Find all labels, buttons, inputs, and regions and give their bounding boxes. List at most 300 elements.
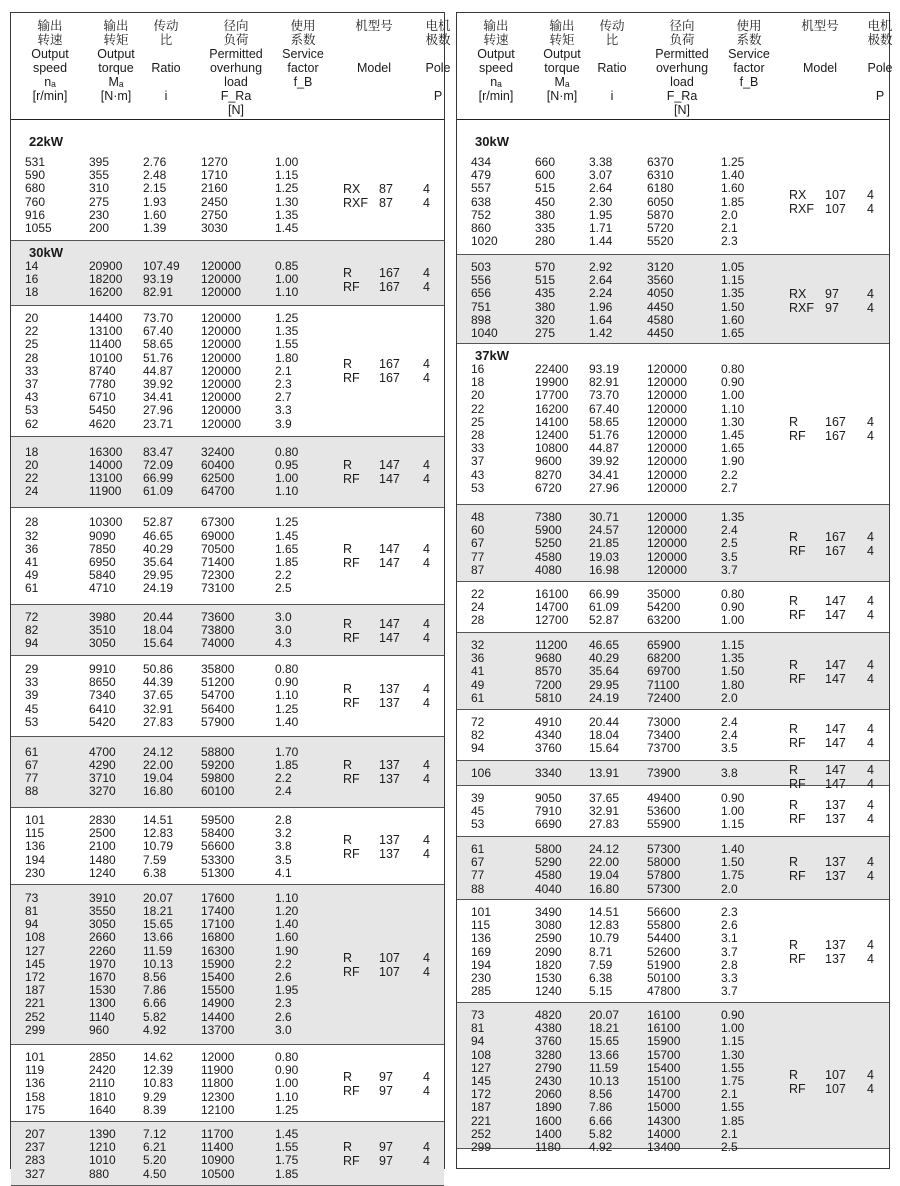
- load-cell: 58800: [201, 744, 235, 759]
- load-cell: 17600: [201, 890, 235, 905]
- torque-cell: 1640: [89, 1102, 116, 1117]
- load-cell: 17100: [201, 917, 235, 932]
- model-size: 167: [825, 544, 846, 558]
- ratio-cell: 15.65: [143, 917, 174, 932]
- factor-cell: 0.90: [275, 1063, 299, 1078]
- factor-cell: 1.20: [275, 904, 299, 919]
- ratio-cell: 66.99: [589, 587, 620, 601]
- load-cell: 57300: [647, 881, 681, 896]
- torque-cell: 8650: [89, 675, 116, 690]
- torque-cell: 1530: [535, 970, 562, 985]
- power-section: [11, 241, 444, 306]
- header-load: 径向 负荷 Permitted overhung load F_Ra [N]: [209, 19, 263, 117]
- torque-cell: 14400: [89, 311, 123, 325]
- ratio-cell: 2.64: [589, 273, 613, 288]
- table-row: [11, 338, 444, 351]
- model-size: 167: [379, 265, 400, 280]
- speed-cell: 590: [25, 168, 46, 183]
- torque-cell: 16300: [89, 444, 123, 459]
- factor-cell: 1.10: [275, 1089, 299, 1104]
- header-pole: 电机 极数 Pole P: [867, 19, 893, 103]
- power-section: [457, 710, 889, 761]
- factor-cell: 2.5: [275, 581, 292, 596]
- load-cell: 63200: [647, 613, 681, 628]
- table-row: [457, 692, 889, 705]
- factor-cell: 1.25: [275, 311, 299, 325]
- load-cell: 69700: [647, 664, 681, 679]
- factor-cell: 1.85: [275, 1166, 299, 1181]
- load-cell: 71400: [201, 554, 235, 569]
- ratio-cell: 52.87: [143, 515, 174, 530]
- model-size: 97: [379, 1084, 393, 1098]
- torque-cell: 4710: [89, 581, 116, 596]
- pole-count: 4: [867, 202, 874, 217]
- pole-count: 4: [423, 1154, 430, 1169]
- torque-cell: 14100: [535, 414, 569, 429]
- load-cell: 120000: [647, 454, 688, 469]
- speed-cell: 45: [25, 701, 39, 716]
- speed-cell: 20: [471, 388, 485, 403]
- pole-count: 4: [867, 735, 874, 750]
- header-ratio: 传动 比 Ratio i: [597, 19, 627, 103]
- speed-cell: 556: [471, 273, 492, 288]
- torque-cell: 2660: [89, 930, 116, 945]
- factor-cell: 1.55: [721, 1100, 745, 1115]
- factor-cell: 1.85: [275, 554, 299, 569]
- torque-cell: 2850: [89, 1050, 116, 1064]
- load-cell: 15500: [201, 983, 235, 998]
- factor-cell: 1.75: [721, 868, 745, 883]
- factor-cell: 1.30: [721, 1047, 745, 1062]
- ratio-cell: 1.71: [589, 220, 613, 235]
- load-cell: 4450: [647, 325, 674, 340]
- pole-count: 4: [867, 869, 874, 884]
- load-cell: 51900: [647, 957, 681, 972]
- speed-cell: 49: [471, 677, 485, 692]
- load-cell: 120000: [647, 480, 688, 495]
- load-cell: 53600: [647, 804, 681, 819]
- speed-cell: 115: [25, 826, 45, 841]
- speed-cell: 136: [471, 931, 492, 946]
- power-section: [11, 306, 444, 437]
- torque-cell: 380: [535, 207, 556, 222]
- speed-cell: 62: [25, 416, 39, 431]
- ratio-cell: 46.65: [589, 638, 620, 652]
- ratio-cell: 22.00: [589, 855, 620, 870]
- speed-cell: 18: [25, 444, 39, 459]
- power-section: [11, 885, 444, 1045]
- speed-cell: 36: [471, 651, 485, 666]
- torque-cell: 6710: [89, 390, 116, 405]
- table-row: [11, 1024, 444, 1037]
- ratio-cell: 29.95: [589, 677, 620, 692]
- load-cell: 120000: [201, 285, 242, 300]
- table-row: [11, 222, 444, 235]
- speed-cell: 760: [25, 194, 46, 209]
- factor-cell: 2.8: [275, 813, 292, 827]
- load-cell: 64700: [201, 484, 235, 499]
- ratio-cell: 39.92: [589, 454, 620, 469]
- ratio-cell: 6.66: [143, 996, 167, 1011]
- load-cell: 120000: [201, 272, 242, 287]
- factor-cell: 1.40: [721, 168, 745, 183]
- pole-count: 4: [867, 415, 874, 429]
- table-row: [11, 404, 444, 417]
- ratio-cell: 12.83: [143, 826, 174, 841]
- factor-cell: 1.85: [721, 194, 745, 209]
- speed-cell: 1020: [471, 234, 498, 249]
- load-cell: 15900: [647, 1034, 681, 1049]
- speed-cell: 61: [471, 842, 485, 856]
- load-cell: 120000: [647, 362, 688, 376]
- load-cell: 120000: [647, 375, 688, 390]
- ratio-cell: 52.87: [589, 613, 620, 628]
- load-cell: 56400: [201, 701, 235, 716]
- header-model: 机型号 Model: [801, 19, 839, 75]
- torque-cell: 4040: [535, 881, 562, 896]
- speed-cell: 115: [471, 918, 491, 933]
- factor-cell: 2.6: [275, 970, 292, 985]
- factor-cell: 1.80: [275, 350, 299, 365]
- speed-cell: 94: [25, 917, 39, 932]
- pole-count: 4: [867, 1081, 874, 1096]
- factor-cell: 1.30: [275, 194, 299, 209]
- table-row: [457, 985, 889, 998]
- factor-cell: 1.55: [275, 337, 299, 352]
- torque-cell: 3510: [89, 623, 116, 638]
- power-section: [11, 1122, 444, 1186]
- speed-cell: 60: [471, 523, 485, 538]
- speed-cell: 252: [471, 1126, 492, 1141]
- table-header: [457, 13, 893, 120]
- factor-cell: 1.15: [721, 1034, 745, 1049]
- model-size: 107: [825, 188, 846, 203]
- torque-cell: 3910: [89, 890, 116, 905]
- factor-cell: 3.3: [721, 970, 738, 985]
- load-cell: 59500: [201, 813, 235, 827]
- torque-cell: 1600: [535, 1113, 562, 1128]
- factor-cell: 1.55: [275, 1140, 299, 1155]
- speed-cell: 72: [25, 610, 39, 624]
- speed-cell: 434: [471, 155, 492, 169]
- factor-cell: 2.0: [721, 881, 738, 896]
- factor-cell: 1.35: [275, 324, 299, 339]
- factor-cell: 3.5: [275, 852, 292, 867]
- load-cell: 120000: [647, 388, 688, 403]
- torque-cell: 12400: [535, 427, 569, 442]
- factor-cell: 1.30: [721, 414, 745, 429]
- speed-cell: 32: [25, 528, 39, 543]
- load-cell: 15000: [647, 1100, 681, 1115]
- factor-cell: 3.2: [275, 826, 292, 841]
- model-block: [11, 617, 444, 645]
- ratio-cell: 10.79: [143, 839, 174, 854]
- ratio-cell: 15.64: [589, 741, 620, 756]
- torque-cell: 5840: [89, 568, 116, 583]
- factor-cell: 1.00: [275, 155, 299, 169]
- model-type: RXF: [343, 195, 368, 210]
- factor-cell: 0.90: [721, 375, 745, 390]
- pole-count: 4: [867, 286, 874, 301]
- factor-cell: 2.7: [275, 390, 292, 405]
- ratio-cell: 27.96: [143, 403, 174, 418]
- table-row: [457, 403, 889, 416]
- header-model: 机型号 Model: [355, 19, 393, 75]
- model-type: R: [343, 1070, 353, 1084]
- factor-cell: 1.60: [275, 930, 299, 945]
- model-block: [11, 357, 444, 385]
- speed-cell: 22: [471, 401, 485, 416]
- torque-cell: 2060: [535, 1087, 562, 1102]
- speed-cell: 88: [25, 784, 39, 799]
- power-section: [11, 808, 444, 885]
- model-block: [457, 798, 889, 826]
- model-size: 107: [379, 964, 400, 979]
- torque-cell: 11200: [535, 638, 568, 652]
- torque-cell: 13100: [89, 470, 123, 485]
- factor-cell: 1.60: [721, 312, 745, 327]
- speed-cell: 43: [25, 390, 39, 405]
- model-size: 147: [825, 763, 846, 777]
- model-type: RF: [343, 772, 360, 786]
- load-cell: 67300: [201, 515, 235, 530]
- speed-cell: 33: [25, 675, 39, 690]
- header-sf: 使用 系数 Service factor f_B: [282, 19, 324, 89]
- model-type: R: [789, 658, 799, 672]
- factor-cell: 2.1: [721, 1126, 738, 1141]
- torque-cell: 380: [535, 299, 556, 314]
- factor-cell: 1.90: [275, 943, 299, 958]
- model-type: RX: [789, 286, 807, 301]
- ratio-cell: 2.76: [143, 155, 167, 169]
- torque-cell: 5450: [89, 403, 116, 418]
- torque-cell: 570: [535, 260, 556, 274]
- torque-cell: 7380: [535, 510, 562, 524]
- model-type: RXF: [789, 202, 814, 217]
- ratio-cell: 5.20: [143, 1153, 167, 1168]
- load-cell: 72300: [201, 568, 235, 583]
- speed-cell: 1040: [471, 325, 498, 340]
- torque-cell: 3490: [535, 905, 562, 919]
- table-row: [11, 931, 444, 944]
- load-cell: 3120: [647, 260, 674, 274]
- factor-cell: 1.25: [275, 181, 299, 196]
- load-cell: 51200: [201, 675, 235, 690]
- load-cell: 14000: [647, 1126, 681, 1141]
- speed-cell: 1055: [25, 220, 52, 235]
- factor-cell: 1.15: [721, 817, 745, 832]
- torque-cell: 9600: [535, 454, 562, 469]
- load-cell: 120000: [201, 350, 242, 365]
- load-cell: 3560: [647, 273, 674, 288]
- speed-cell: 158: [25, 1089, 46, 1104]
- table-row: [457, 235, 889, 248]
- torque-cell: 4580: [535, 868, 562, 883]
- pole-count: 4: [423, 758, 430, 772]
- model-type: RF: [343, 630, 360, 645]
- table-row: [457, 1035, 889, 1048]
- speed-cell: 127: [25, 943, 46, 958]
- model-size: 87: [379, 195, 393, 210]
- pole-count: 4: [423, 371, 430, 386]
- load-cell: 12000: [201, 1050, 235, 1064]
- torque-cell: 3270: [89, 784, 116, 799]
- factor-cell: 1.45: [721, 427, 745, 442]
- model-size: 107: [825, 1081, 846, 1096]
- model-block: [11, 182, 444, 210]
- ratio-cell: 34.41: [589, 467, 620, 482]
- torque-cell: 3980: [89, 610, 116, 624]
- ratio-cell: 24.57: [589, 523, 620, 538]
- speed-cell: 14: [25, 259, 39, 273]
- header-speed: 输出 转速 Output speed nₐ [r/min]: [31, 19, 69, 103]
- factor-cell: 1.00: [275, 1076, 299, 1091]
- speed-cell: 67: [25, 757, 39, 772]
- load-cell: 60100: [201, 784, 235, 799]
- load-cell: 120000: [647, 414, 688, 429]
- factor-cell: 1.60: [721, 181, 745, 196]
- torque-cell: 5290: [535, 855, 562, 870]
- load-cell: 71100: [647, 677, 680, 692]
- ratio-cell: 24.12: [589, 842, 620, 856]
- load-cell: 12100: [201, 1102, 235, 1117]
- factor-cell: 0.80: [275, 662, 299, 676]
- pole-count: 4: [867, 721, 874, 736]
- torque-cell: 3050: [89, 636, 116, 651]
- ratio-cell: 8.56: [143, 970, 167, 985]
- table-row: [11, 530, 444, 543]
- ratio-cell: 11.59: [589, 1060, 619, 1075]
- speed-cell: 24: [471, 600, 485, 615]
- factor-cell: 2.2: [721, 467, 738, 482]
- torque-cell: 7200: [535, 677, 562, 692]
- ratio-cell: 16.98: [589, 562, 620, 577]
- model-type: RF: [789, 777, 806, 791]
- table-row: [11, 516, 444, 529]
- torque-cell: 600: [535, 168, 556, 183]
- pole-count: 4: [423, 616, 430, 631]
- factor-cell: 2.3: [721, 234, 738, 249]
- model-size: 97: [825, 286, 839, 301]
- model-block: [11, 758, 444, 786]
- factor-cell: 1.80: [721, 677, 745, 692]
- power-section: [457, 633, 889, 710]
- power-section: [457, 1003, 889, 1154]
- pole-count: 4: [423, 1070, 430, 1084]
- ratio-cell: 6.21: [143, 1140, 167, 1155]
- torque-cell: 2110: [89, 1076, 115, 1091]
- header-sf: 使用 系数 Service factor f_B: [728, 19, 770, 89]
- torque-cell: 4700: [89, 744, 116, 759]
- ratio-cell: 1.93: [143, 194, 167, 209]
- model-type: RF: [789, 607, 806, 622]
- load-cell: 60400: [201, 457, 235, 472]
- torque-cell: 450: [535, 194, 556, 209]
- ratio-cell: 12.83: [589, 918, 620, 933]
- model-block: [11, 951, 444, 979]
- load-cell: 4050: [647, 286, 674, 301]
- load-cell: 57300: [647, 842, 681, 856]
- load-cell: 1270: [201, 155, 228, 169]
- ratio-cell: 18.04: [143, 623, 174, 638]
- table-row: [457, 455, 889, 468]
- ratio-cell: 2.48: [143, 168, 167, 183]
- speed-cell: 531: [25, 155, 46, 169]
- model-size: 137: [825, 797, 846, 812]
- speed-cell: 28: [25, 515, 39, 530]
- torque-cell: 4580: [535, 549, 562, 564]
- torque-cell: 1300: [89, 996, 116, 1011]
- speed-cell: 28: [471, 613, 485, 628]
- ratio-cell: 1.95: [589, 207, 613, 222]
- table-row: [11, 716, 444, 729]
- load-cell: 3030: [201, 220, 228, 235]
- load-cell: 62500: [201, 470, 235, 485]
- ratio-cell: 5.15: [589, 984, 613, 999]
- header-speed: 输出 转速 Output speed nₐ [r/min]: [477, 19, 515, 103]
- torque-cell: 6410: [89, 701, 116, 716]
- model-size: 147: [379, 630, 400, 645]
- model-block: [11, 1140, 444, 1168]
- speed-cell: 33: [471, 441, 485, 456]
- ratio-cell: 20.07: [143, 890, 174, 905]
- ratio-cell: 27.83: [589, 817, 620, 832]
- model-type: R: [343, 1140, 353, 1155]
- factor-cell: 3.7: [721, 562, 738, 577]
- model-size: 97: [379, 1070, 393, 1084]
- factor-cell: 0.90: [275, 675, 299, 690]
- ratio-cell: 18.04: [589, 728, 620, 743]
- ratio-cell: 22.00: [143, 757, 174, 772]
- factor-cell: 2.5: [721, 1139, 738, 1154]
- ratio-cell: 44.39: [143, 675, 174, 690]
- factor-cell: 2.0: [721, 690, 738, 705]
- speed-cell: 22: [25, 324, 39, 339]
- speed-cell: 18: [25, 285, 39, 300]
- load-cell: 13700: [201, 1022, 235, 1037]
- model-size: 147: [825, 721, 846, 736]
- torque-cell: 7780: [89, 376, 116, 391]
- speed-cell: 101: [25, 1050, 46, 1064]
- model-type: R: [789, 530, 799, 544]
- speed-cell: 61: [471, 690, 485, 705]
- speed-cell: 25: [471, 414, 485, 429]
- model-block: [11, 1070, 444, 1098]
- table-row: [457, 1049, 889, 1062]
- factor-cell: 0.85: [275, 259, 299, 273]
- factor-cell: 1.10: [275, 285, 299, 300]
- ratio-cell: 1.60: [143, 207, 167, 222]
- load-cell: 11900: [201, 1063, 234, 1078]
- torque-cell: 2420: [89, 1063, 116, 1078]
- ratio-cell: 82.91: [143, 285, 174, 300]
- speed-cell: 230: [471, 970, 492, 985]
- header-pole: 电机 极数 Pole P: [425, 19, 451, 103]
- ratio-cell: 32.91: [589, 804, 620, 819]
- torque-cell: 1140: [89, 1009, 115, 1024]
- header-torque: 输出 转矩 Output torque Mₐ [N·m]: [543, 19, 581, 103]
- load-cell: 14900: [201, 996, 235, 1011]
- speed-cell: 175: [25, 1102, 46, 1117]
- factor-cell: 2.3: [275, 996, 292, 1011]
- factor-cell: 2.4: [721, 523, 738, 538]
- model-block: [11, 266, 444, 294]
- ratio-cell: 8.71: [589, 944, 613, 959]
- speed-cell: 221: [25, 996, 46, 1011]
- model-type: RF: [343, 556, 360, 570]
- model-block: [11, 458, 444, 486]
- speed-cell: 53: [471, 817, 485, 832]
